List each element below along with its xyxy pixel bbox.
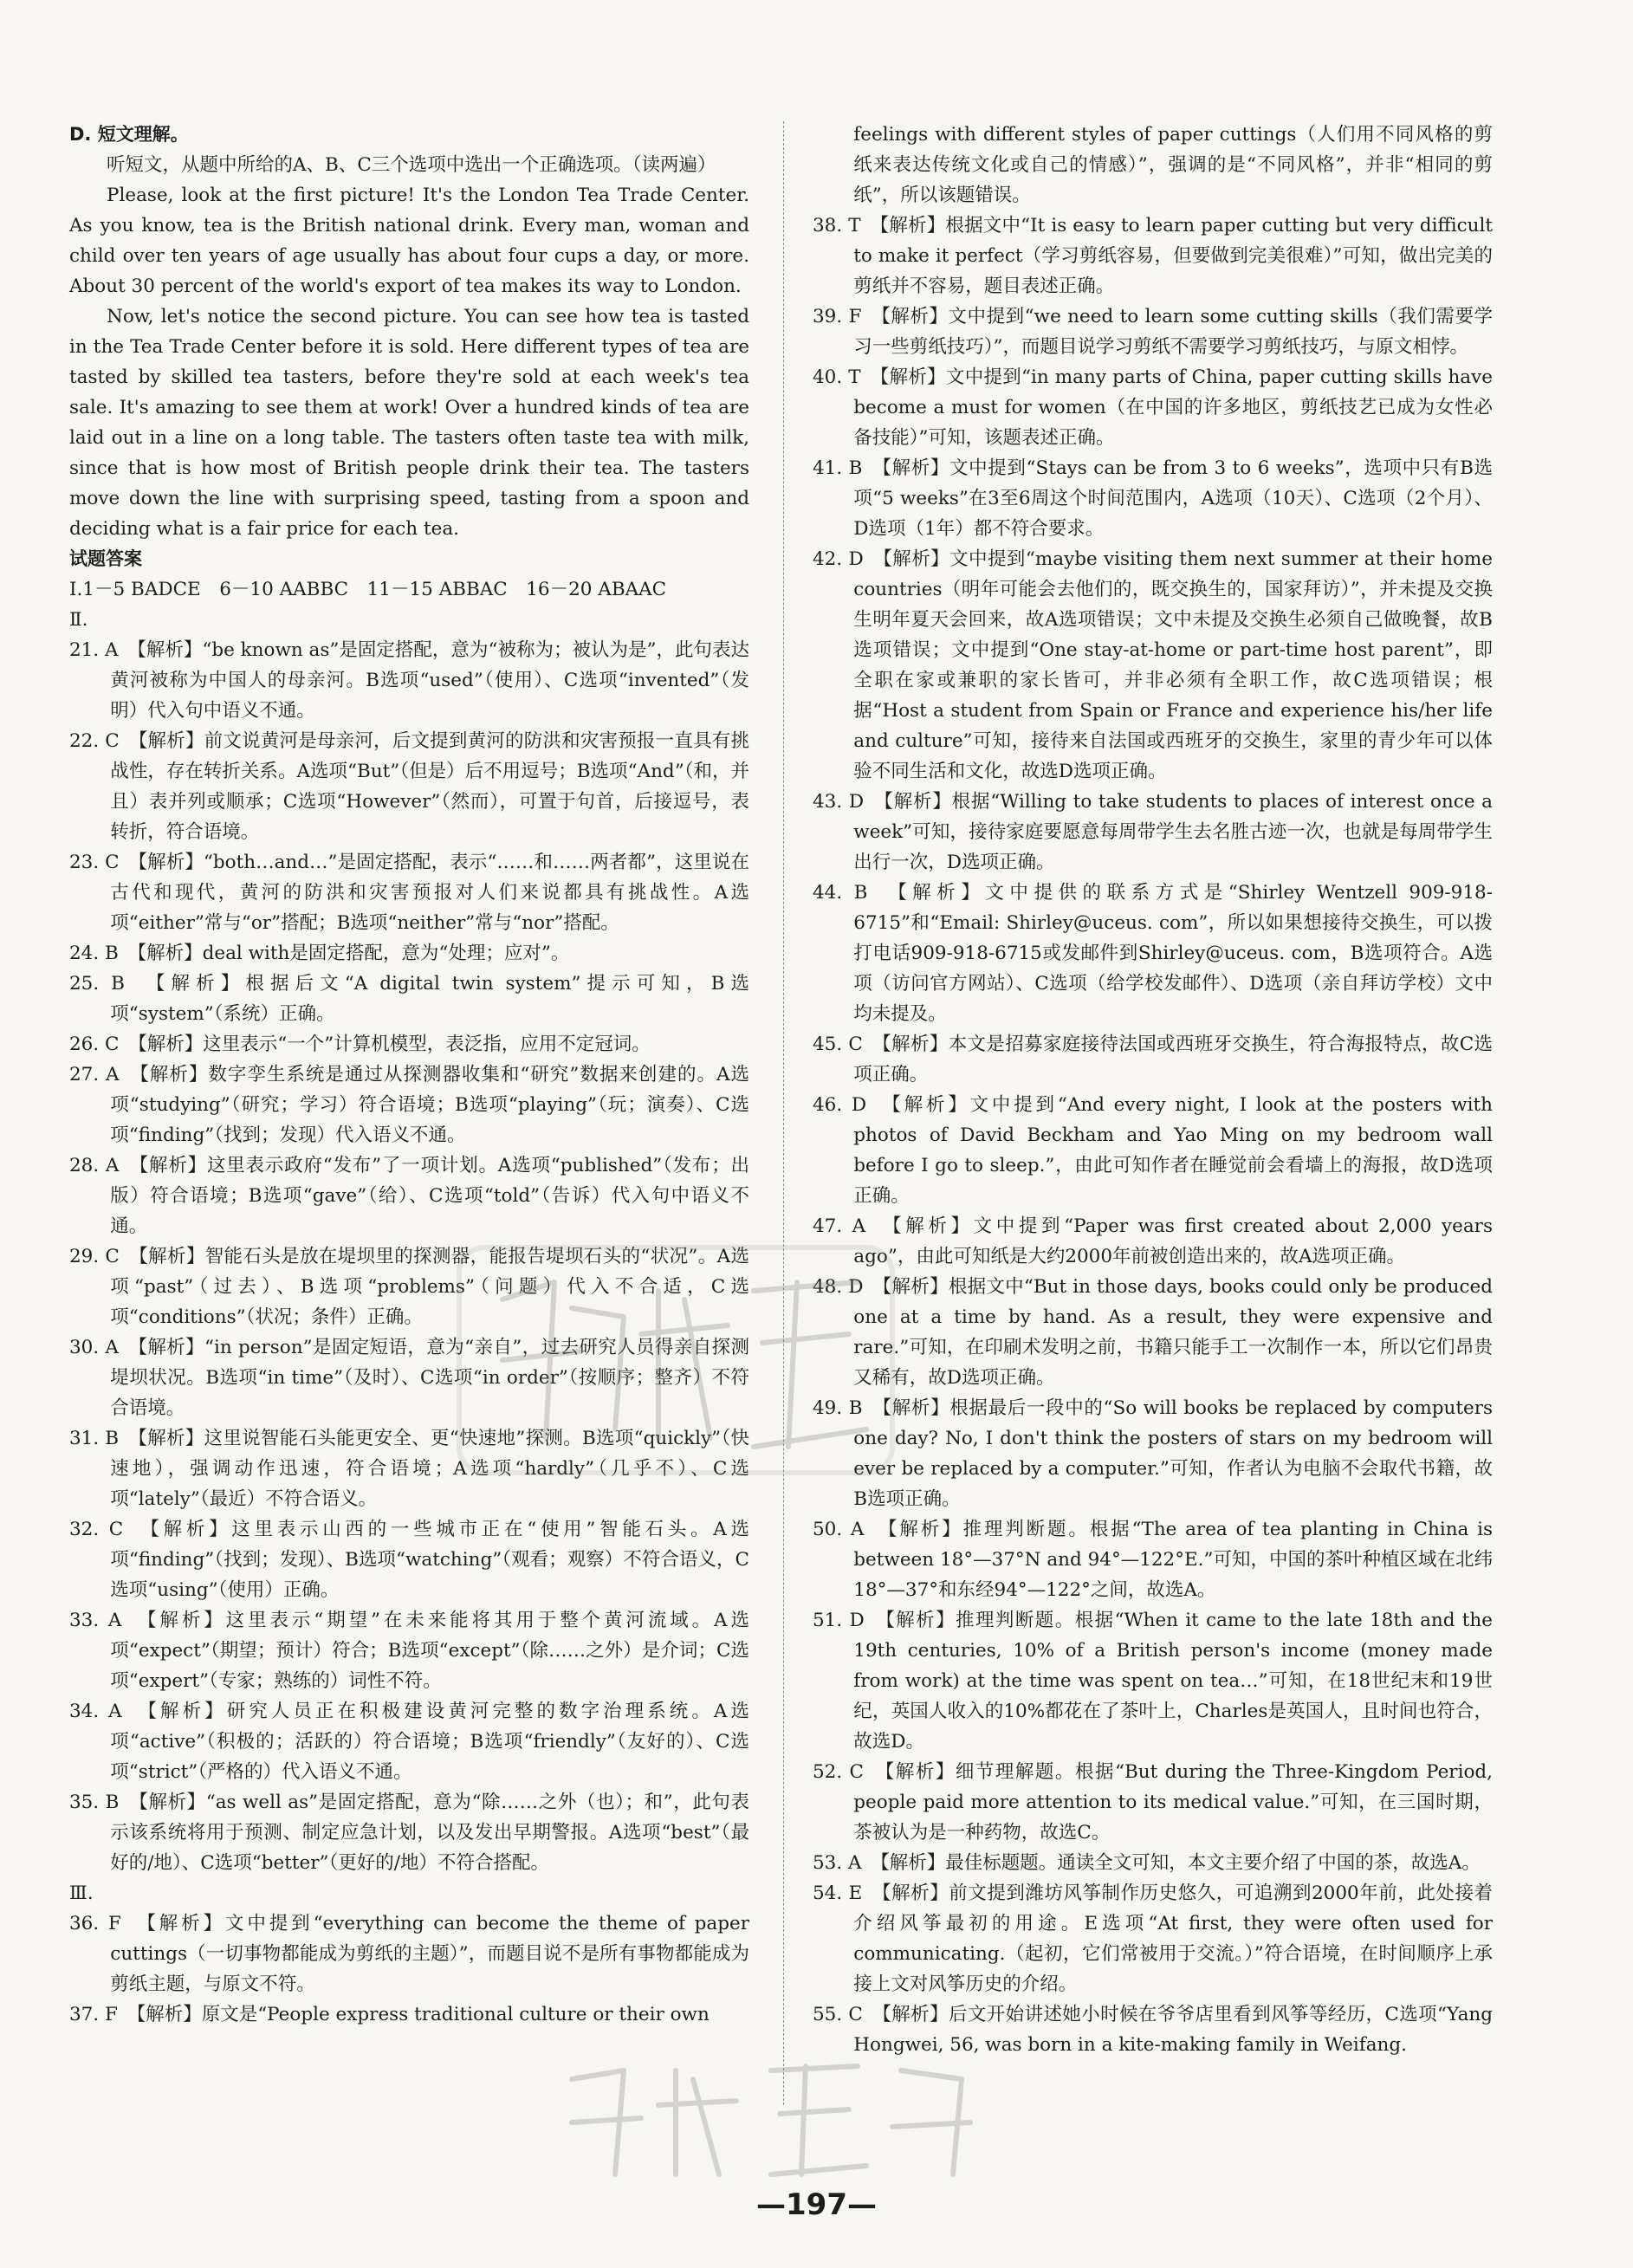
answer-item: 39. F 【解析】文中提到“we need to learn some cutting skills（我们需要学习一些剪纸技巧）”，而题目说学习剪纸不需要学习剪纸技巧，与原文相悖。 bbox=[813, 306, 1493, 358]
items-36-37 bbox=[69, 1908, 749, 2030]
answer-item: 33. A 【解析】这里表示“期望”在未来能将其用于整个黄河流域。A选项“expect”（期望；预计）符合；B选项“except”（除……之外）是介词；C选项“expert”（专家；熟练的）词性不符。 bbox=[69, 1610, 749, 1692]
section-2-label: Ⅱ. bbox=[69, 609, 88, 631]
answer-item: 40. T 【解析】文中提到“in many parts of China, paper cutting skills have become a must for women（在中国的许多地区，剪纸技艺已成为女性必备技能）”可知，该题表述正确。 bbox=[813, 366, 1493, 449]
answer-item: 24. B 【解析】deal with是固定搭配，意为“处理；应对”。 bbox=[69, 943, 570, 964]
watermark-logo bbox=[450, 1230, 901, 1490]
section-title: D. 短文理解。 bbox=[69, 124, 189, 145]
answer-item-continued: feelings with different styles of paper cuttings（人们用不同风格的剪纸来表达传统文化或自己的情感）”，强调的是“不同风格”，并非“相同的剪纸”，所以该题错误。 bbox=[853, 124, 1493, 206]
answer-item: 49. B 【解析】根据最后一段中的“So will books be replaced by computers one day? No, I don't think the posters of stars on my bedroom will ever be replaced by a computer.”可知，作者认为电脑不会取代书籍，故B选项正确。 bbox=[813, 1397, 1493, 1510]
passage-paragraph-2: Now, let's notice the second picture. You can see how tea is tasted in the Tea Trade Center before it is sold. Here different types of tea are tasted by skilled tea tasters, before they're sold at each week's tea sale. It's amazing to see them at work! Over a hundred kinds of tea are laid out in a line on a long table. The tasters often taste tea with milk, since that is how most of British people drink their tea. The tasters move down the line with surprising speed, tasting from a spoon and deciding what is a fair price for each tea. bbox=[69, 306, 749, 540]
answer-item: 52. C 【解析】细节理解题。根据“But during the Three-Kingdom Period, people paid more attention to its medical value.”可知，在三国时期，茶被认为是一种药物，故选C。 bbox=[813, 1761, 1493, 1844]
answer-item: 34. A 【解析】研究人员正在积极建设黄河完整的数字治理系统。A选项“active”（积极的；活跃的）符合语境；B选项“friendly”（友好的）、C选项“strict”（严格的）代入语义不通。 bbox=[69, 1701, 749, 1783]
answer-item: 36. F 【解析】文中提到“everything can become the theme of paper cuttings（一切事物都能成为剪纸的主题）”，而题目说不是所有事物都能成为剪纸主题，与原文不符。 bbox=[69, 1913, 749, 1995]
answer-item: 48. D 【解析】根据文中“But in those days, books could only be produced one at a time by hand. As a result, they were expensive and rare.”可知，在印刷术发明之前，书籍只能手工一次制作一本，所以它们昂贵又稀有，故D选项正确。 bbox=[813, 1276, 1493, 1389]
answer-item: 26. C 【解析】这里表示“一个”计算机模型，表泛指，应用不定冠词。 bbox=[69, 1034, 651, 1055]
answer-item: 22. C 【解析】前文说黄河是母亲河，后文提到黄河的防洪和灾害预报一直具有挑战性，存在转折关系。A选项“But”（但是）后不用逗号；B选项“And”（和，并且）表并列或顺承；C选项“However”（然而），可置于句首，后接逗号，表转折，符合语境。 bbox=[69, 730, 749, 843]
answer-item: 25. B 【解析】根据后文“A digital twin system”提示可知，B选项“system”（系统）正确。 bbox=[69, 973, 749, 1025]
right-column bbox=[813, 120, 1493, 2060]
answer-item: 37. F 【解析】原文是“People express traditional culture or their own bbox=[69, 2004, 710, 2025]
answer-item: 32. C 【解析】这里表示山西的一些城市正在“使用”智能石头。A选项“finding”（找到；发现）、B选项“watching”（观看；观察）不符合语义，C选项“using”（使用）正确。 bbox=[69, 1519, 749, 1601]
answer-item: 51. D 【解析】推理判断题。根据“When it came to the late 18th and the 19th centuries, 10% of a British person's income (money made from work) at the time was spent on tea…”可知，在18世纪末和19世纪，英国人收入的10%都花在了茶叶上，Charles是英国人，且时间也符合，故选D。 bbox=[813, 1610, 1493, 1753]
answer-item: 23. C 【解析】“both…and…”是固定搭配，表示“……和……两者都”，这里说在古代和现代，黄河的防洪和灾害预报对人们来说都具有挑战性。A选项“either”常与“or”搭配；B选项“neither”常与“nor”搭配。 bbox=[69, 852, 749, 934]
passage-paragraph-1: Please, look at the first picture! It's the London Tea Trade Center. As you know, tea is the British national drink. Every man, woman and child over ten years of age usually has about four cups a day, or more. About 30 percent of the world's export of tea makes its way to London. bbox=[69, 185, 749, 297]
answer-item: 30. A 【解析】“in person”是固定短语，意为“亲自”，过去研究人员得亲自探测堤坝状况。B选项“in time”（及时）、C选项“in order”（按顺序；整齐）不符合语境。 bbox=[69, 1337, 749, 1419]
answer-item: 27. A 【解析】数字孪生系统是通过从探测器收集和“研究”数据来创建的。A选项“studying”（研究；学习）符合语境；B选项“playing”（玩；演奏）、C选项“finding”（找到；发现）代入语义不通。 bbox=[69, 1064, 749, 1146]
column-divider bbox=[783, 121, 784, 2105]
answer-item: 42. D 【解析】文中提到“maybe visiting them next summer at their home countries（明年可能会去他们的，既交换生的，国家拜访）”，并未提及交换生明年夏天会回来，故A选项错误；文中未提及交换生必须自己做晚餐，故B选项错误；文中提到“One stay-at-home or part-time host parent”，即全职在家或兼职的家长皆可，并非必须有全职工作，故C选项错误；根据“Host a student from Spain or France and experience his/her life and culture”可知，接待来自法国或西班牙的交换生，家里的青少年可以体验不同生活和文化，故选D选项正确。 bbox=[813, 548, 1493, 782]
page-number: —197— bbox=[756, 2187, 877, 2222]
watermark-logo-bottom bbox=[546, 2044, 996, 2192]
answer-item: 28. A 【解析】这里表示政府“发布”了一项计划。A选项“published”（发布；出版）符合语境；B选项“gave”（给）、C选项“told”（告诉）代入句中语义不通。 bbox=[69, 1155, 749, 1237]
answer-item: 21. A 【解析】“be known as”是固定搭配，意为“被称为；被认为是”，此句表达黄河被称为中国人的母亲河。B选项“used”（使用）、C选项“invented”（发明）代入句中语义不通。 bbox=[69, 639, 749, 722]
answer-item: 46. D 【解析】文中提到“And every night, I look at the posters with photos of David Beckham and Yao Ming on my bedroom wall before I go to sleep.”，由此可知作者在睡觉前会看墙上的海报，故D选项正确。 bbox=[813, 1094, 1493, 1207]
answer-item: 31. B 【解析】这里说智能石头能更安全、更“快速地”探测。B选项“quickly”（快速地），强调动作迅速，符合语境；A选项“hardly”（几乎不）、C选项“lately”（最近）不符合语义。 bbox=[69, 1428, 749, 1510]
answer-item: 44. B 【解析】文中提供的联系方式是“Shirley Wentzell 909-918-6715”和“Email: Shirley@uceus. com”，所以如果想接待交换生，可以拨打电话909-918-6715或发邮件到Shirley@uceus. com，B选项符合。A选项（访问官方网站）、C选项（给学校发邮件）、D选项（亲自拜访学校）文中均未提及。 bbox=[813, 882, 1493, 1025]
answer-item: 50. A 【解析】推理判断题。根据“The area of tea planting in China is between 18°—37°N and 94°—122°E.”可知，中国的茶叶种植区域在北纬18°—37°和东经94°—122°之间，故选A。 bbox=[813, 1519, 1493, 1601]
section-3-label: Ⅲ. bbox=[69, 1882, 94, 1904]
answer-item: 53. A 【解析】最佳标题题。通读全文可知，本文主要介绍了中国的茶，故选A。 bbox=[813, 1852, 1481, 1874]
answers-title: 试题答案 bbox=[69, 548, 142, 569]
listening-instruction: 听短文，从题中所给的A、B、C三个选项中选出一个正确选项。（读两遍） bbox=[107, 154, 716, 176]
answer-item: 55. C 【解析】后文开始讲述她小时候在爷爷店里看到风筝等经历，C选项“Yang Hongwei, 56, was born in a kite-making family in Weifang. bbox=[813, 2004, 1493, 2056]
answer-item: 41. B 【解析】文中提到“Stays can be from 3 to 6 weeks”，选项中只有B选项“5 weeks”在3至6周这个时间范围内，A选项（10天）、C选项（2个月）、D选项（1年）都不符合要求。 bbox=[813, 457, 1493, 540]
answer-item: 45. C 【解析】本文是招募家庭接待法国或西班牙交换生，符合海报特点，故C选项正确。 bbox=[813, 1034, 1493, 1085]
answers-line-1: Ⅰ.1－5 BADCE 6－10 AABBC 11－15 ABBAC 16－20 ABAAC bbox=[69, 579, 667, 600]
left-column bbox=[69, 120, 749, 2030]
answer-item: 38. T 【解析】根据文中“It is easy to learn paper cutting but very difficult to make it perfect（学习剪纸容易，但要做到完美很难）”可知，做出完美的剪纸并不容易，题目表述正确。 bbox=[813, 215, 1493, 297]
answer-item: 29. C 【解析】智能石头是放在堤坝里的探测器，能报告堤坝石头的“状况”。A选项“past”（过去）、B选项“problems”（问题）代入不合适，C选项“conditions”（状况；条件）正确。 bbox=[69, 1246, 749, 1328]
answer-item: 47. A 【解析】文中提到“Paper was first created about 2,000 years ago”，由此可知纸是大约2000年前被创造出来的，故A选项正确。 bbox=[813, 1215, 1493, 1267]
answer-item: 54. E 【解析】前文提到潍坊风筝制作历史悠久，可追溯到2000年前，此处接着介绍风筝最初的用途。E选项“At first, they were often used for communicating.（起初，它们常被用于交流。）”符合语境，在时间顺序上承接上文对风筝历史的介绍。 bbox=[813, 1882, 1493, 1995]
answer-item: 35. B 【解析】“as well as”是固定搭配，意为“除……之外（也）；和”，此句表示该系统将用于预测、制定应急计划，以及发出早期警报。A选项“best”（最好的/地）、C选项“better”（更好的/地）不符合搭配。 bbox=[69, 1792, 749, 1874]
answer-item: 43. D 【解析】根据“Willing to take students to places of interest once a week”可知，接待家庭要愿意每周带学生去名胜古迹一次，也就是每周带学生出行一次，D选项正确。 bbox=[813, 791, 1493, 873]
